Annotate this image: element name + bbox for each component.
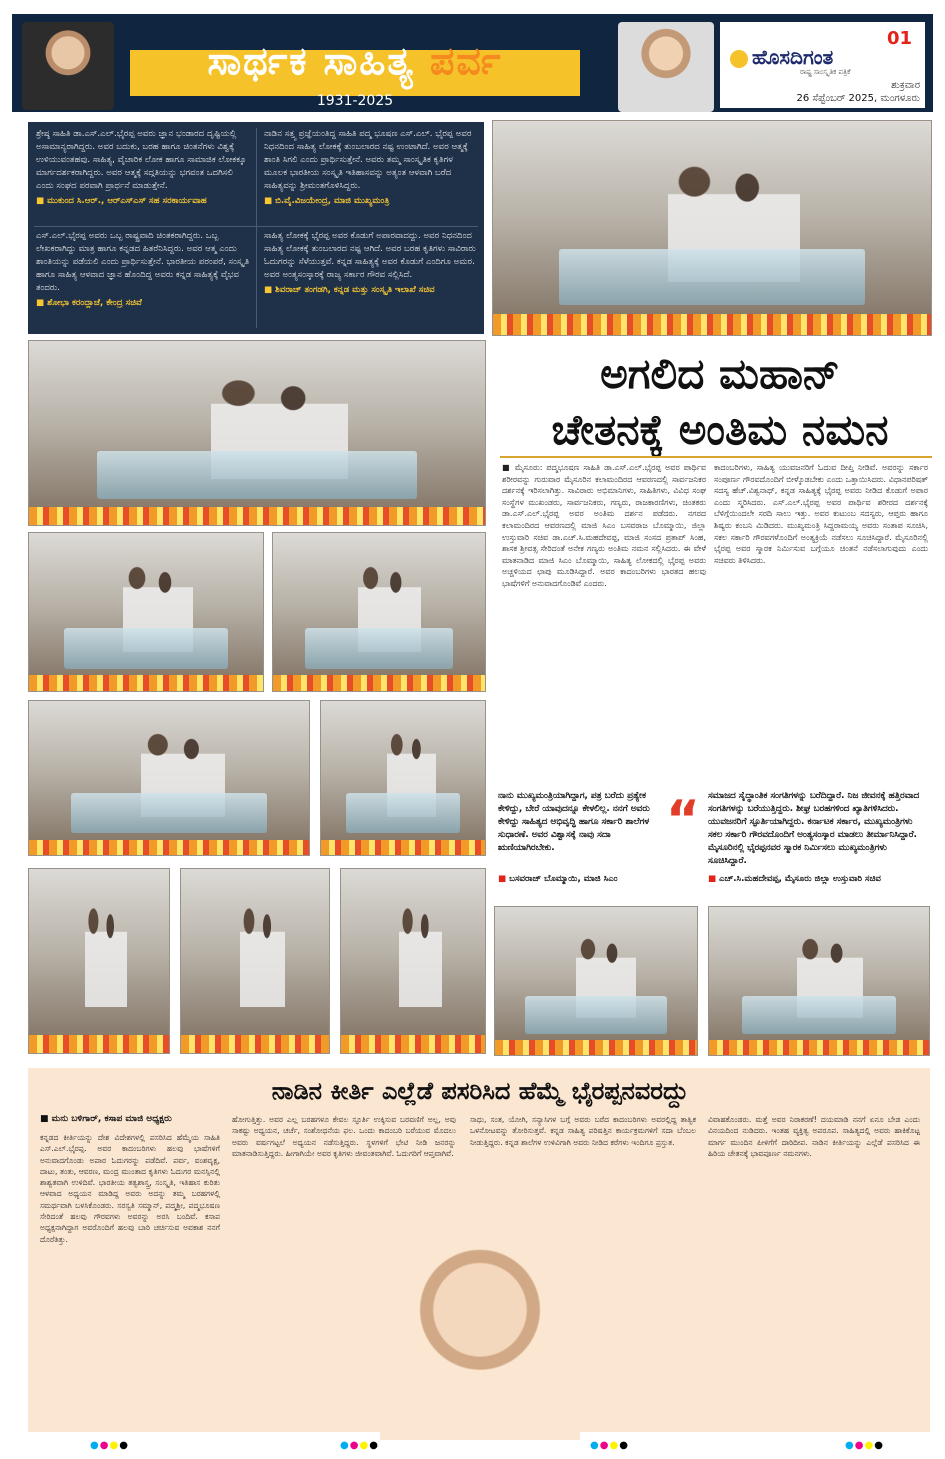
pull-quote-attribution: ■ ಬಸವರಾಜ್ ಬೊಮ್ಮಾಯಿ, ಮಾಜಿ ಸಿಎಂ — [498, 874, 618, 884]
pull-quote-left: ನಾನು ಮುಖ್ಯಮಂತ್ರಿಯಾಗಿದ್ದಾಗ, ಪತ್ರ ಬರೆದು ಪ್ರತ್ಯೇಕ ಕೇಳಿದ್ದು, ಬೇರೆ ಯಾವುದನ್ನೂ ಕೇಳಲಿಲ್ಲ. ನನಗೆ ಅವರು ಕೇಳಿದ್ದು ಸಾಹಿತ್ಯದ ಅಭಿವೃದ್ಧಿ ಹಾಗೂ ಸರ್ಕಾರಿ ಶಾಲೆಗಳ ಸುಧಾರಣೆ. ಅವರ ವಿಶ್ವಾಸಕ್ಕೆ ನಾವು ಸದಾ ಋಣಿಯಾಗಿರಬೇಕು. — [498, 791, 650, 853]
pull-quote-attribution: ■ ಎಚ್.ಸಿ.ಮಹದೇವಪ್ಪ, ಮೈಸೂರು ಜಿಲ್ಲಾ ಉಸ್ತುವಾರಿ ಸಚಿವ — [708, 874, 881, 884]
photo-tribute — [28, 700, 310, 856]
divider — [34, 226, 478, 227]
photo-tribute — [494, 906, 698, 1056]
article-column: ವಿವಾಹಕೊಂಡರು. ಮತ್ತೆ ಅವರ ನಿರಾಕರಣೆ! ದಯಮಾಡಿ ನನಗೆ ಏನೂ ಬೇಡ ಎಂದು ವಿನಯದಿಂದ ನುಡಿದರು. ಇಂತಹ ವ್ಯಕ್ತಿತ್ವ ಅಪರೂಪ. ಸಾಹಿತ್ಯದಲ್ಲಿ ಅವರು ಹಾಕಿಕೊಟ್ಟ ಮಾರ್ಗ ಮುಂದಿನ ಪೀಳಿಗೆಗೆ ದಾರಿದೀಪ. ನಾಡಿನ ಕೀರ್ತಿಯನ್ನು ಎಲ್ಲೆಡೆ ಪಸರಿಸಿದ ಈ ಹಿರಿಯ ಚೇತನಕ್ಕೆ ಭಾವಪೂರ್ಣ ನಮನಗಳು. — [708, 1115, 920, 1158]
photo-tribute — [320, 700, 486, 856]
article-column: ಹೋಗುತ್ತಿತ್ತು. ಅವರ ಎಲ್ಲ ಬರಹಗಳೂ ಕೇವಲ ಸ್ಫೂರ್ತಿ ಉಕ್ಕಿಸುವ ಬರವಣಿಗೆ ಅಲ್ಲ, ಅವು ಸಾಕಷ್ಟು ಅಧ್ಯಯನ, ಚರ್ಚೆ, ಸಂಶೋಧನೆಯ ಫಲ. ಒಂದು ಕಾದಂಬರಿ ಬರೆಯುವ ಮೊದಲು ಅವರು ವರ್ಷಗಟ್ಟಲೆ ಅಧ್ಯಯನ ನಡೆಸುತ್ತಿದ್ದರು. ಸ್ಥಳಗಳಿಗೆ ಭೇಟಿ ನೀಡಿ ಜನರನ್ನು ಮಾತನಾಡಿಸುತ್ತಿದ್ದರು. ಹೀಗಾಗಿಯೇ ಅವರ ಕೃತಿಗಳು ಜೀವಂತವಾಗಿವೆ. ಓದುಗರಿಗೆ ಆಪ್ತವಾಗಿವೆ. — [232, 1115, 456, 1158]
author-portrait-left — [22, 22, 114, 110]
day: ಶುಕ್ರವಾರ — [891, 80, 920, 91]
tribute-quote: ಸಾಹಿತ್ಯ ಲೋಕಕ್ಕೆ ಭೈರಪ್ಪ ಅವರ ಕೊಡುಗೆ ಅಪಾರವಾದದ್ದು. ಅವರ ನಿಧನದಿಂದ ಸಾಹಿತ್ಯ ಲೋಕಕ್ಕೆ ತುಂಬಲಾರದ ನಷ್ಟ ಆಗಿದೆ. ಅವರ ಬರಹ ಕೃತಿಗಳು ಸಾವಿರಾರು ಓದುಗರನ್ನು ಸೆಳೆಯುತ್ತವೆ. ಕನ್ನಡ ಸಾಹಿತ್ಯಕ್ಕೆ ಅವರ ಕೊಡುಗೆ ಎಂದಿಗೂ ಅಮರ. ಅವರ ಅಂತ್ಯಸಂಸ್ಕಾರಕ್ಕೆ ರಾಜ್ಯ ಸರ್ಕಾರ ಗೌರವ ಸಲ್ಲಿಸಿದೆ. ■ ಶಿವರಾಜ್ ತಂಗಡಗಿ, ಕನ್ನಡ ಮತ್ತು ಸಂಸ್ಕೃತಿ ಇಲಾಖೆ ಸಚಿವ — [264, 230, 478, 330]
article-column: ಸಾಧು, ಸಂತ, ಯೋಗಿ, ಸನ್ಯಾಸಿಗಳ ಬಗ್ಗೆ ಅವರು ಬರೆದ ಕಾದಂಬರಿಗಳು ಅವರಲ್ಲಿದ್ದ ತಾತ್ವಿಕ ಒಳನೋಟವನ್ನು ತೋರಿಸುತ್ತವೆ. ಕನ್ನಡ ಸಾಹಿತ್ಯ ಪರಿಷತ್ತಿನ ಕಾರ್ಯಕ್ರಮಗಳಿಗೆ ಸದಾ ಬೆಂಬಲ ನೀಡುತ್ತಿದ್ದರು. ಕನ್ನಡ ಶಾಲೆಗಳ ಉಳಿವಿಗಾಗಿ ಅವರು ನೀಡಿದ ಕರೆಗಳು ಇಂದಿಗೂ ಪ್ರಸ್ತುತ. — [470, 1115, 696, 1147]
article-column: ■ ಮೈಸೂರು: ಪದ್ಮಭೂಷಣ ಸಾಹಿತಿ ಡಾ.ಎಸ್.ಎಲ್.ಭೈರಪ್ಪ ಅವರ ಪಾರ್ಥಿವ ಶರೀರವನ್ನು ಗುರುವಾರ ಮೈಸೂರಿನ ಕಲಾಮಂದಿರದ ಆವರಣದಲ್ಲಿ ಸಾರ್ವಜನಿಕರ ದರ್ಶನಕ್ಕೆ ಇರಿಸಲಾಗಿತ್ತು. ಸಾವಿರಾರು ಅಭಿಮಾನಿಗಳು, ಸಾಹಿತಿಗಳು, ವಿವಿಧ ಸಂಘ ಸಂಸ್ಥೆಗಳ ಮುಖಂಡರು, ಸಾರ್ವಜನಿಕರು, ಗಣ್ಯರು, ರಾಜಕಾರಣಿಗಳು, ಚಿಂತಕರು ಡಾ.ಎಸ್.ಎಲ್.ಭೈರಪ್ಪ ಅವರ ಅಂತಿಮ ದರ್ಶನ ಪಡೆದರು. ನಗರದ ಕಲಾಮಂದಿರದ ಆವರಣದಲ್ಲಿ ಮಾಜಿ ಸಿಎಂ ಬಸವರಾಜ ಬೊಮ್ಮಾಯಿ, ಜಿಲ್ಲಾ ಉಸ್ತುವಾರಿ ಸಚಿವ ಡಾ.ಎಚ್.ಸಿ.ಮಹದೇವಪ್ಪ, ಮಾಜಿ ಸಂಸದ ಪ್ರತಾಪ್ ಸಿಂಹ, ಶಾಸಕ ಶ್ರೀವತ್ಸ ಸೇರಿದಂತೆ ಅನೇಕ ಗಣ್ಯರು ಅಂತಿಮ ನಮನ ಸಲ್ಲಿಸಿದರು. ಈ ವೇಳೆ ಮಾತನಾಡಿದ ಮಾಜಿ ಸಿಎಂ ಬೊಮ್ಮಾಯಿ, ಸಾಹಿತ್ಯ ಲೋಕದಲ್ಲಿ ಭೈರಪ್ಪ ಅವರು ಅಚ್ಚಳಿಯದ ಛಾಪು ಮೂಡಿಸಿದ್ದಾರೆ. ಅವರ ಕಾದಂಬರಿಗಳು ಭಾರತದ ಹಲವು ಭಾಷೆಗಳಿಗೆ ಅನುವಾದಗೊಂಡಿವೆ ಎಂದರು. — [502, 463, 706, 588]
divider — [500, 456, 932, 458]
photo-tribute — [340, 868, 486, 1054]
date-place: 26 ಸೆಪ್ಟೆಂಬರ್ 2025, ಮಂಗಳೂರು — [796, 93, 920, 104]
tribute-attribution: ■ ಮುಕುಂದ ಸಿ.ಆರ್., ಆರ್‌ಎಸ್‌ಎಸ್ ಸಹ ಸರಕಾರ್ಯವಾಹ — [36, 196, 207, 206]
main-headline: ಅಗಲಿದ ಮಹಾನ್ ಚೇತನಕ್ಕೆ ಅಂತಿಮ ನಮನ — [551, 349, 889, 454]
tribute-attribution: ■ ಬಿ.ವೈ.ವಿಜಯೇಂದ್ರ, ಮಾಜಿ ಮುಖ್ಯಮಂತ್ರಿ — [264, 196, 390, 206]
photo-tribute — [272, 532, 486, 692]
tribute-quote: ನಾಡಿನ ಸತ್ತ್ವ ಪ್ರಜ್ಞೆಯಂತಿದ್ದ ಸಾಹಿತಿ ಪದ್ಮ ಭೂಷಣ ಎಸ್.ಎಲ್. ಭೈರಪ್ಪ ಅವರ ನಿಧನದಿಂದ ಸಾಹಿತ್ಯ ಲೋಕಕ್ಕೆ ತುಂಬಲಾರದ ನಷ್ಟ ಉಂಟಾಗಿದೆ. ಅವರ ಆತ್ಮಕ್ಕೆ ಶಾಂತಿ ಸಿಗಲಿ ಎಂದು ಪ್ರಾರ್ಥಿಸುತ್ತೇನೆ. ಅವರು ತಮ್ಮ ಸಾಂಸ್ಕೃತಿಕ ಕೃತಿಗಳ ಮೂಲಕ ಭಾರತೀಯ ಸಂಸ್ಕೃತಿ ಇತಿಹಾಸವನ್ನು ಅತ್ಯಂತ ಆಳವಾಗಿ ಬರೆದ ಸಾಹಿತ್ಯವನ್ನು ಶ್ರೀಮಂತಗೊಳಿಸಿದ್ದರು. ■ ಬಿ.ವೈ.ವಿಜಯೇಂದ್ರ, ಮಾಜಿ ಮುಖ್ಯಮಂತ್ರಿ — [264, 128, 478, 224]
print-registration-mark: ●●●● — [845, 1440, 884, 1451]
logo-icon — [730, 50, 748, 68]
article-column: ಕನ್ನಡದ ಕೀರ್ತಿಯನ್ನು ದೇಶ ವಿದೇಶಗಳಲ್ಲಿ ಪಸರಿಸಿದ ಹೆಮ್ಮೆಯ ಸಾಹಿತಿ ಎಸ್.ಎಲ್.ಭೈರಪ್ಪ. ಅವರ ಕಾದಂಬರಿಗಳು ಹಲವು ಭಾಷೆಗಳಿಗೆ ಅನುವಾದಗೊಂಡು ಅಪಾರ ಓದುಗರನ್ನು ಪಡೆದಿವೆ. ಪರ್ವ, ವಂಶವೃಕ್ಷ, ದಾಟು, ತಂತು, ಆವರಣ, ಮಂದ್ರ ಮುಂತಾದ ಕೃತಿಗಳು ಓದುಗರ ಮನಸ್ಸಿನಲ್ಲಿ ಶಾಶ್ವತವಾಗಿ ಉಳಿದಿವೆ. ಭಾರತೀಯ ತತ್ವಶಾಸ್ತ್ರ, ಸಂಸ್ಕೃತಿ, ಇತಿಹಾಸ ಕುರಿತು ಆಳವಾದ ಅಧ್ಯಯನ ಮಾಡಿದ್ದ ಅವರು ಅದನ್ನು ತಮ್ಮ ಬರಹಗಳಲ್ಲಿ ಸಮರ್ಥವಾಗಿ ಬಳಸಿಕೊಂಡರು. ಸರಸ್ವತಿ ಸಮ್ಮಾನ್, ಪದ್ಮಶ್ರೀ, ಪದ್ಮಭೂಷಣ ಸೇರಿದಂತೆ ಹಲವು ಗೌರವಗಳು ಅವರನ್ನು ಅರಸಿ ಬಂದಿವೆ. ಕಸಾಪ ಅಧ್ಯಕ್ಷನಾಗಿದ್ದಾಗ ಅವರೊಂದಿಗೆ ಹಲವು ಬಾರಿ ಚರ್ಚಿಸುವ ಅವಕಾಶ ನನಗೆ ದೊರೆತಿತ್ತು. — [40, 1133, 220, 1244]
photo-tribute — [28, 532, 264, 692]
pull-quote-right: ಸಮಾಜದ ಸೈದ್ಧಾಂತಿಕ ಸಂಗತಿಗಳನ್ನು ಬರೆದಿದ್ದಾರೆ. ನಿಜ ಜೀವನಕ್ಕೆ ಹತ್ತಿರವಾದ ಸಂಗತಿಗಳನ್ನು ಬರೆಯುತ್ತಿದ್ದರು. ಶೀಘ್ರ ಬರಹಗಳಿಂದ ಖ್ಯಾತಿಗಳಿಸಿದರು. ಯುವಜನರಿಗೆ ಸ್ಫೂರ್ತಿಯಾಗಿದ್ದರು. ಕರ್ನಾಟಕ ಸರ್ಕಾರ, ಮುಖ್ಯಮಂತ್ರಿಗಳು ಸಕಲ ಸರ್ಕಾರಿ ಗೌರವದೊಂದಿಗೆ ಅಂತ್ಯಸಂಸ್ಕಾರ ಮಾಡಲು ತೀರ್ಮಾನಿಸಿದ್ದಾರೆ. ಮೈಸೂರಿನಲ್ಲಿ ಭೈರಪ್ಪನವರ ಸ್ಮಾರಕ ನಿರ್ಮಿಸಲು ಮುಖ್ಯಮಂತ್ರಿಗಳು ಸೂಚಿಸಿದ್ದಾರೆ. — [708, 791, 920, 866]
print-registration-mark: ●●●● — [90, 1440, 129, 1451]
tribute-attribution: ■ ಶೋಭಾ ಕರಂದ್ಲಾಜೆ, ಕೇಂದ್ರ ಸಚಿವೆ — [36, 298, 142, 308]
photo-tribute — [28, 868, 170, 1054]
byline: ■ ಮನು ಬಳಿಗಾರ್, ಕಸಾಪ ಮಾಜಿ ಅಧ್ಯಕ್ಷರು — [40, 1114, 172, 1124]
newspaper-logo: ಹೊಸದಿಗಂತ — [730, 44, 920, 70]
title-main: ಸಾರ್ಥಕ ಸಾಹಿತ್ಯ — [207, 39, 415, 83]
article-column: ಕಾದಂಬರಿಗಳು, ಸಾಹಿತ್ಯ ಯುವಜನರಿಗೆ ಓದುವ ದೀಪ್ತಿ ನೀಡಿವೆ. ಅವರನ್ನು ಸರ್ಕಾರ ಸಂಪೂರ್ಣ ಗೌರವದೊಂದಿಗೆ ಬೀಳ್ಕೊಡಬೇಕು ಎಂದು ಒತ್ತಾಯಿಸಿದರು. ವಿಧಾನಪರಿಷತ್ ಸದಸ್ಯ ಹೆಚ್.ವಿಶ್ವನಾಥ್, ಕನ್ನಡ ಸಾಹಿತ್ಯಕ್ಕೆ ಭೈರಪ್ಪ ಅವರು ನೀಡಿದ ಕೊಡುಗೆ ಅಪಾರ ಎಂದು ಸ್ಮರಿಸಿದರು. ಎಸ್.ಎಲ್.ಭೈರಪ್ಪ ಅವರ ಪಾರ್ಥಿವ ಶರೀರದ ದರ್ಶನಕ್ಕೆ ಬೆಳಿಗ್ಗೆಯಿಂದಲೇ ಸರದಿ ಸಾಲು ಇತ್ತು. ಅವರ ಕುಟುಂಬ ಸದಸ್ಯರು, ಆಪ್ತರು ಹಾಗೂ ಶಿಷ್ಯರು ಕಂಬನಿ ಮಿಡಿದರು. ಮುಖ್ಯಮಂತ್ರಿ ಸಿದ್ದರಾಮಯ್ಯ ಅವರು ಸಂತಾಪ ಸೂಚಿಸಿ, ಸಕಲ ಸರ್ಕಾರಿ ಗೌರವಗಳೊಂದಿಗೆ ಅಂತ್ಯಕ್ರಿಯೆ ನಡೆಸಲು ಸೂಚಿಸಿದ್ದಾರೆ. ಮೈಸೂರಿನಲ್ಲಿ ಭೈರಪ್ಪ ಅವರ ಸ್ಮಾರಕ ನಿರ್ಮಿಸುವ ಬಗ್ಗೆಯೂ ಚಿಂತನೆ ನಡೆಸಲಾಗುವುದು ಎಂದು ಸಚಿವರು ತಿಳಿಸಿದರು. — [714, 463, 928, 565]
page-number: 01 — [886, 28, 912, 48]
tribute-quote: ಶ್ರೇಷ್ಠ ಸಾಹಿತಿ ಡಾ.ಎಸ್.ಎಲ್.ಭೈರಪ್ಪ ಅವರು ಜ್ಞಾನ ಭಂಡಾರದ ದೃಷ್ಟಿಯಲ್ಲಿ ಅಸಾಮಾನ್ಯರಾಗಿದ್ದರು. ಅವರ ಬದುಕು, ಬರಹ ಹಾಗೂ ಚಿಂತನೆಗಳು ವಿಶ್ವಕ್ಕೆ ಉಳಿಯುವಂತಹವು. ಸಾಹಿತ್ಯ, ವೈಚಾರಿಕ ಲೋಕ ಹಾಗೂ ಸಾಮಾಜಿಕ ಲೋಕಕ್ಕೂ ಮಾರ್ಗದರ್ಶಕರಾಗಿದ್ದರು. ಅವರ ಆತ್ಮಕ್ಕೆ ಸದ್ಗತಿಯನ್ನು ಭಗವಂತ ಒದಗಿಸಲಿ ಎಂದು ಸಂಘದ ಪರವಾಗಿ ಪ್ರಾರ್ಥನೆ ಮಾಡುತ್ತೇನೆ. ■ ಮುಕುಂದ ಸಿ.ಆರ್., ಆರ್‌ಎಸ್‌ಎಸ್ ಸಹ ಸರಕಾರ್ಯವಾಹ — [36, 128, 250, 224]
tribute-attribution: ■ ಶಿವರಾಜ್ ತಂಗಡಗಿ, ಕನ್ನಡ ಮತ್ತು ಸಂಸ್ಕೃತಿ ಇಲಾಖೆ ಸಚಿವ — [264, 285, 435, 295]
photo-final-respects — [492, 120, 932, 336]
section-headline: ನಾಡಿನ ಕೀರ್ತಿ ಎಲ್ಲೆಡೆ ಪಸರಿಸಿದ ಹೆಮ್ಮೆ ಭೈರಪ್ಪನವರದ್ದು — [271, 1077, 689, 1105]
tribute-quote: ಎಸ್.ಎಲ್.ಭೈರಪ್ಪ ಅವರು ಒಬ್ಬ ರಾಷ್ಟ್ರವಾದಿ ಚಿಂತಕರಾಗಿದ್ದರು. ಒಬ್ಬ ಲೇಖಕರಾಗಿದ್ದು ಮಾತ್ರ ಹಾಗೂ ಕನ್ನಡದ ಹಿತರೆನಿಸಿದ್ದರು. ಅವರ ಆತ್ಮ ಎಂದು ಶಾಂತಿಯನ್ನು ಪಡೆಯಲಿ ಎಂದು ಪ್ರಾರ್ಥಿಸುತ್ತೇನೆ. ಭಾರತೀಯ ಪರಂಪರೆ, ಸಂಸ್ಕೃತಿ ಹಾಗೂ ಸಾಹಿತ್ಯ ಆಳವಾದ ಜ್ಞಾನ ಹೊಂದಿದ್ದ ಅವರು ಕನ್ನಡ ಸಾಹಿತ್ಯಕ್ಕೆ ವೈಭವ ತಂದರು. ■ ಶೋಭಾ ಕರಂದ್ಲಾಜೆ, ಕೇಂದ್ರ ಸಚಿವೆ — [36, 231, 250, 308]
special-page-title — [130, 30, 580, 92]
title-accent: ಪರ್ವ — [430, 39, 503, 83]
photo-mortal-remains — [28, 340, 486, 526]
author-portrait — [380, 1230, 580, 1440]
divider — [256, 128, 257, 328]
print-registration-mark: ●●●● — [590, 1440, 629, 1451]
years-span: 1931-2025 — [316, 93, 394, 109]
print-registration-mark: ●●●● — [340, 1440, 379, 1451]
photo-tribute — [180, 868, 330, 1054]
author-portrait-right — [618, 22, 714, 112]
quote-mark-icon: “ — [665, 798, 701, 838]
photo-tribute — [708, 906, 930, 1056]
brand-tagline: ರಾಷ್ಟ್ರ ಸಾಂಸ್ಕೃತಿಕ ಪತ್ರಿಕೆ — [800, 68, 851, 76]
